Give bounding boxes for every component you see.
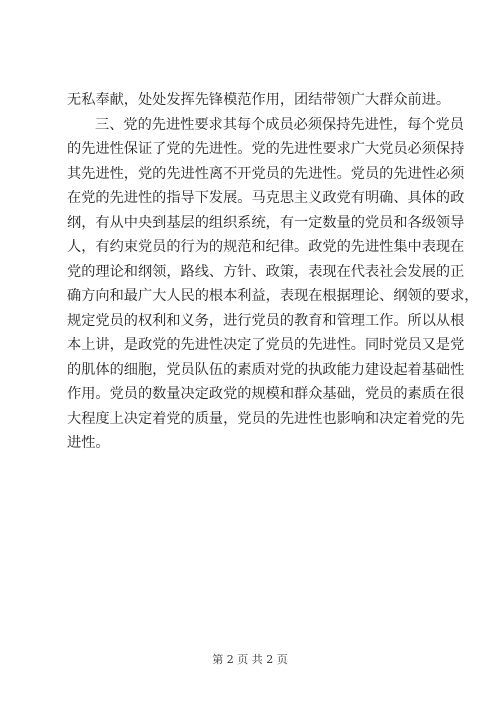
- text-line: 人，有约束党员的行为的规范和纪律。政党的先进性集中表现在: [67, 239, 465, 255]
- text-line: 的肌体的细胞，党员队伍的素质对党的执政能力建设起着基础性: [67, 361, 465, 378]
- paragraph-first-line: 三、党的先进性要求其每个成员必须保持先进性，每个党员: [95, 116, 464, 133]
- paragraph-last-line: 进性。: [67, 435, 110, 451]
- text-line: 确方向和最广大人民的根本利益，表现在根据理论、纲领的要求，: [67, 288, 479, 304]
- text-line: 作用。党员的数量决定政党的规模和群众基础，党员的素质在很: [67, 386, 465, 402]
- text-line: 规定党员的权利和义务，进行党员的教育和管理工作。所以从根: [67, 312, 465, 329]
- text-line: 大程度上决定着党的质量，党员的先进性也影响和决定着党的先: [67, 410, 465, 427]
- document-body: [67, 88, 479, 456]
- text-line: 无私奉献，处处发挥先锋模范作用，团结带领广大群众前进。: [67, 92, 451, 108]
- text-line: 的先进性保证了党的先进性。党的先进性要求广大党员必须保持: [67, 141, 465, 157]
- text-line: 党的理论和纲领，路线、方针、政策，表现在代表社会发展的正: [67, 263, 465, 280]
- text-line: 其先进性，党的先进性离不开党员的先进性。党员的先进性必须: [67, 165, 465, 182]
- page-number-footer: 第 2 页 共 2 页: [212, 653, 288, 666]
- text-line: 在党的先进性的指导下发展。马克思主义政党有明确、具体的政: [67, 190, 465, 206]
- text-line: 本上讲，是政党的先进性决定了党员的先进性。同时党员又是党: [67, 337, 465, 353]
- text-line: 纲，有从中央到基层的组织系统，有一定数量的党员和各级领导: [67, 214, 465, 231]
